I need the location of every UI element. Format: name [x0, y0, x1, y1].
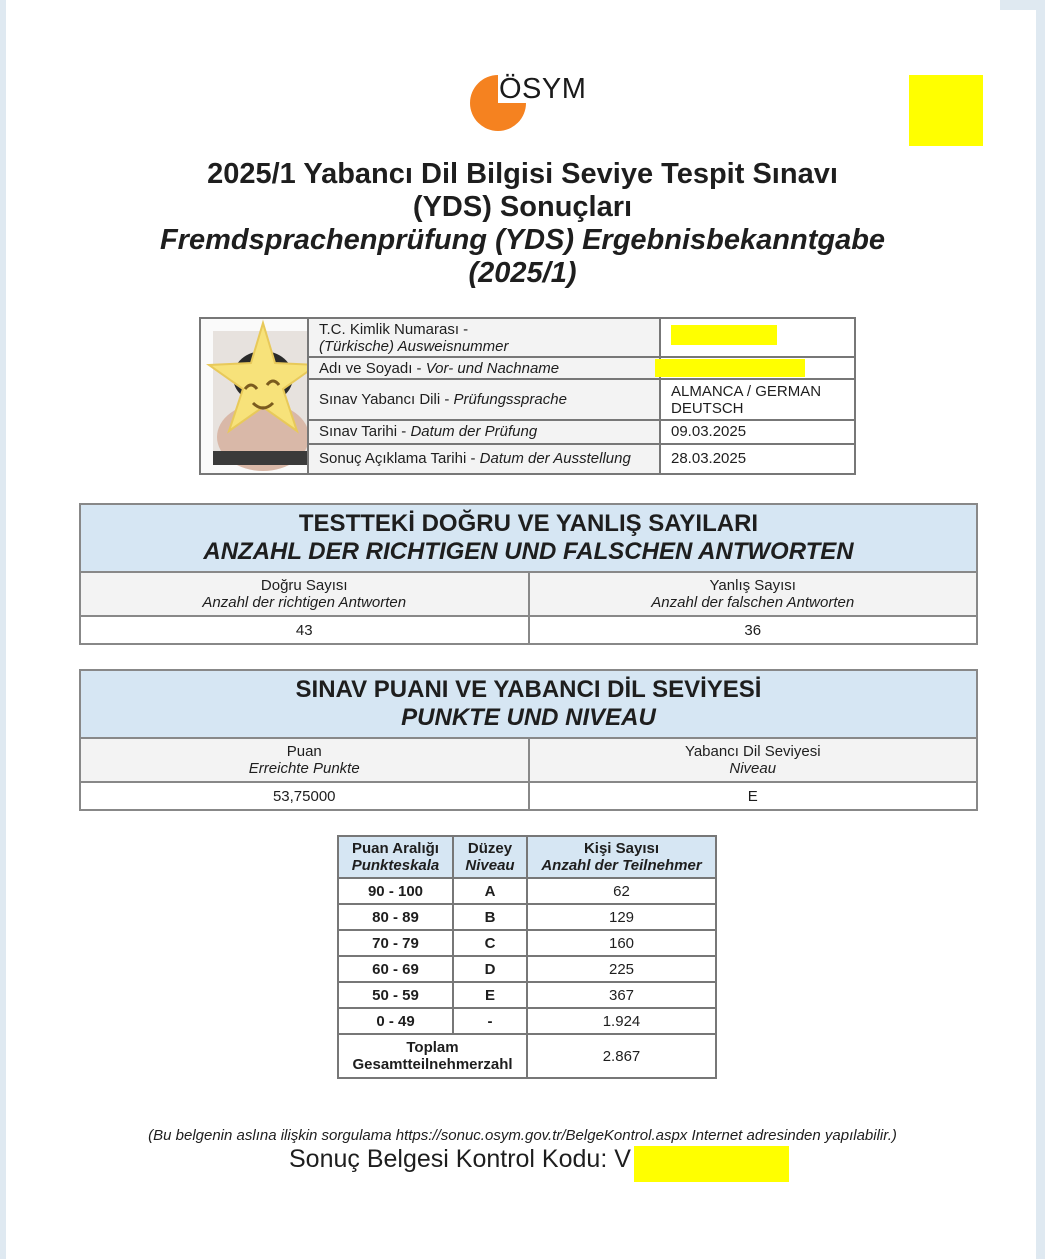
candidate-info-table [199, 317, 856, 475]
scale-header-count: Kişi Sayısı Anzahl der Teilnehmer [527, 836, 716, 878]
label-exam-date: Sınav Tarihi - Datum der Prüfung [308, 420, 660, 444]
table-row: 0 - 49 - 1.924 [338, 1008, 716, 1034]
title-line-1: 2025/1 Yabancı Dil Bilgisi Seviye Tespit Sınavı [207, 158, 838, 190]
value-language: ALMANCA / GERMAN DEUTSCH [660, 379, 855, 419]
redaction-control-code [634, 1146, 789, 1182]
value-id-number [660, 318, 855, 357]
candidate-photo [200, 318, 308, 474]
logo-text: ÖSYM [499, 73, 587, 105]
label-result-date: Sonuç Açıklama Tarihi - Datum der Ausstellung [308, 444, 660, 474]
page-edge-top [1000, 0, 1045, 10]
value-exam-date: 09.03.2025 [660, 420, 855, 444]
value-result-date: 28.03.2025 [660, 444, 855, 474]
scale-total-row [338, 1034, 716, 1078]
control-code: Sonuç Belgesi Kontrol Kodu: V [289, 1145, 631, 1173]
label-language: Sınav Yabancı Dili - Prüfungssprache [308, 379, 660, 419]
correct-count-header: Doğru Sayısı Anzahl der richtigen Antworten [202, 577, 407, 611]
correct-count-value: 43 [295, 622, 313, 639]
score-scale-table [337, 835, 717, 1079]
title-line-3: Fremdsprachenprüfung (YDS) Ergebnisbekanntgabe [159, 224, 886, 256]
score-section [79, 669, 978, 811]
label-id-number: T.C. Kimlik Numarası - (Türkische) Ausweisnummer [308, 318, 660, 357]
scale-header-level: Düzey Niveau [453, 836, 527, 878]
title-line-2: (YDS) Sonuçları [412, 191, 633, 223]
scale-header-range: Puan Aralığı Punkteskala [338, 836, 453, 878]
table-row: 70 - 79 C 160 [338, 930, 716, 956]
level-value: E [528, 783, 977, 809]
table-row: 60 - 69 D 225 [338, 956, 716, 982]
level-header: Yabancı Dil Seviyesi Niveau [528, 739, 977, 781]
value-name [660, 357, 855, 379]
table-row: 80 - 89 B 129 [338, 904, 716, 930]
redaction-id [671, 325, 777, 345]
points-header: Puan Erreichte Punkte [248, 743, 360, 777]
verification-note: (Bu belgenin aslına ilişkin sorgulama https://sonuc.osym.gov.tr/BelgeKontrol.aspx Internet adresinden yapılabilir.) [148, 1127, 897, 1144]
wrong-count-value: 36 [528, 617, 977, 643]
redaction-barcode [909, 75, 983, 146]
title-line-4: (2025/1) [468, 257, 577, 289]
score-heading: SINAV PUANI VE YABANCI DİL SEVİYESİ PUNKTE UND NIVEAU [81, 671, 976, 739]
redaction-name [655, 359, 805, 377]
table-row: 90 - 100 A 62 [338, 878, 716, 904]
table-row: 50 - 59 E 367 [338, 982, 716, 1008]
answers-section [79, 503, 978, 645]
label-name: Adı ve Soyadı - Vor- und Nachname [308, 357, 660, 379]
wrong-count-header: Yanlış Sayısı Anzahl der falschen Antworten [528, 573, 977, 615]
scale-total-value: 2.867 [527, 1034, 716, 1078]
points-value: 53,75000 [272, 788, 336, 805]
scale-total-label: Toplam Gesamtteilnehmerzahl [338, 1034, 527, 1078]
answers-heading: TESTTEKİ DOĞRU VE YANLIŞ SAYILARI ANZAHL DER RICHTIGEN UND FALSCHEN ANTWORTEN [81, 505, 976, 573]
